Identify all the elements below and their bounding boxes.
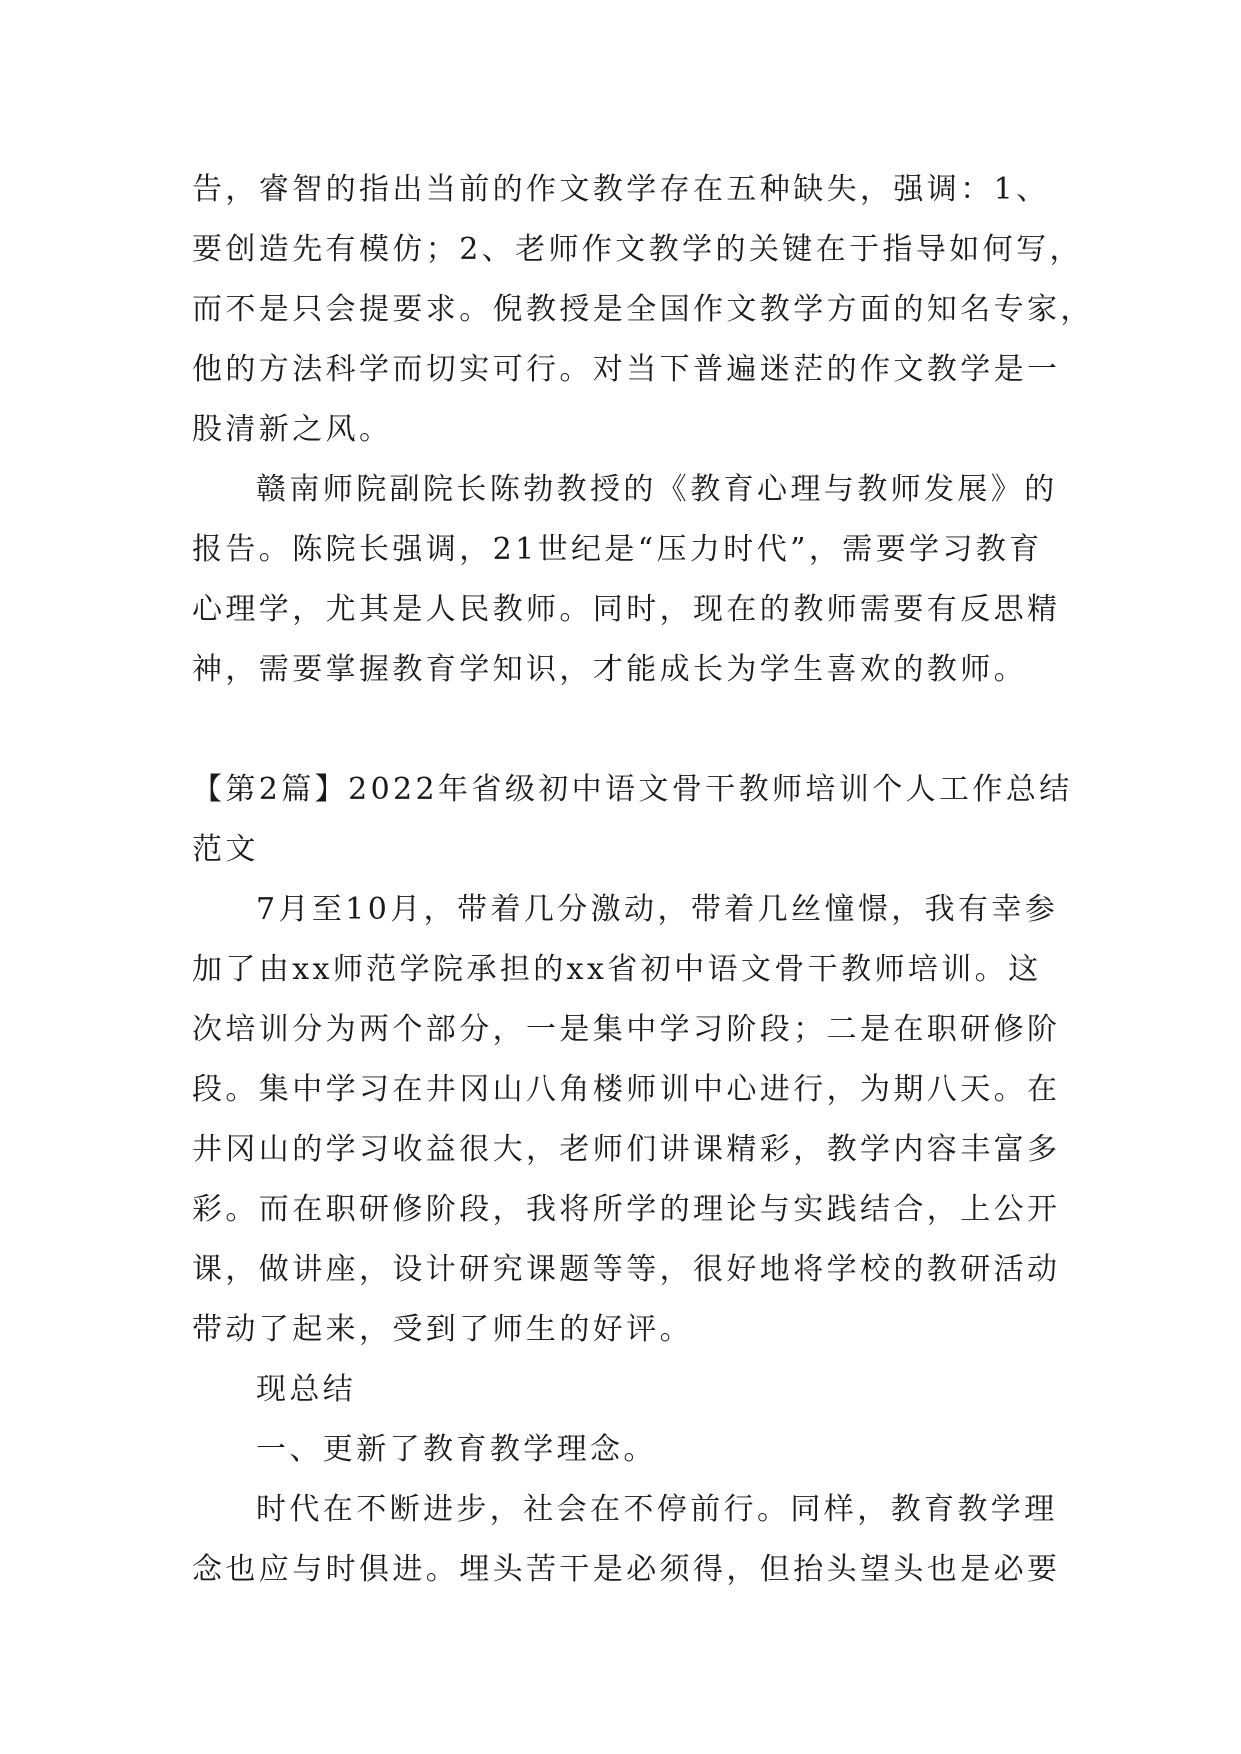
text-line: 段。集中学习在井冈山八角楼师训中心进行，为期八天。在 [192,1072,1061,1107]
text-line: 告，睿智的指出当前的作文教学存在五种缺失，强调：1、 [192,172,1050,207]
section-title: 一、更新了教育教学理念。 [256,1432,657,1467]
text-line: 神，需要掌握教育学知识，才能成长为学生喜欢的教师。 [192,652,1027,687]
document-body [192,160,1092,1600]
text-line: 念也应与时俱进。埋头苦干是必须得，但抬头望头也是必要 [192,1552,1061,1587]
text-line: 带动了起来，受到了师生的好评。 [192,1312,693,1347]
paragraph-chen-professor-report [192,460,1092,700]
text-line: 井冈山的学习收益很大，老师们讲课精彩，教学内容丰富多 [192,1132,1061,1167]
heading-line: 范文 [192,832,259,867]
paragraph-training-intro [192,880,1092,1360]
paragraph-ni-professor-report [192,160,1092,460]
text-line: 他的方法科学而切实可行。对当下普遍迷茫的作文教学是一 [192,352,1061,387]
text-line: 时代在不断进步，社会在不停前行。同样，教育教学理 [256,1492,1058,1527]
text-line: 股清新之风。 [192,412,393,447]
text-line: 赣南师院副院长陈勃教授的《教育心理与教师发展》的 [256,472,1058,507]
article-heading [192,760,1092,880]
text-line: 心理学，尤其是人民教师。同时，现在的教师需要有反思精 [192,592,1061,627]
text-line: 而不是只会提要求。倪教授是全国作文教学方面的知名专家， [192,292,1094,327]
text-line: 次培训分为两个部分，一是集中学习阶段；二是在职研修阶 [192,1012,1061,1047]
summary-label: 现总结 [256,1372,357,1407]
text-line: 要创造先有模仿；2、老师作文教学的关键在于指导如何写， [192,232,1083,267]
paragraph-teaching-philosophy [192,1480,1092,1600]
text-line: 报告。陈院长强调，21世纪是“压力时代”，需要学习教育 [192,532,1043,567]
text-line: 7月至10月，带着几分激动，带着几丝憧憬，我有幸参 [256,892,1059,927]
heading-line: 【第2篇】2022年省级初中语文骨干教师培训个人工作总结 [192,772,1073,807]
paragraph-gap [192,700,1092,760]
text-line: 加了由xx师范学院承担的xx省初中语文骨干教师培训。这 [192,952,1042,987]
text-line: 课，做讲座，设计研究课题等等，很好地将学校的教研活动 [192,1252,1061,1287]
text-line: 彩。而在职研修阶段，我将所学的理论与实践结合，上公开 [192,1192,1061,1227]
